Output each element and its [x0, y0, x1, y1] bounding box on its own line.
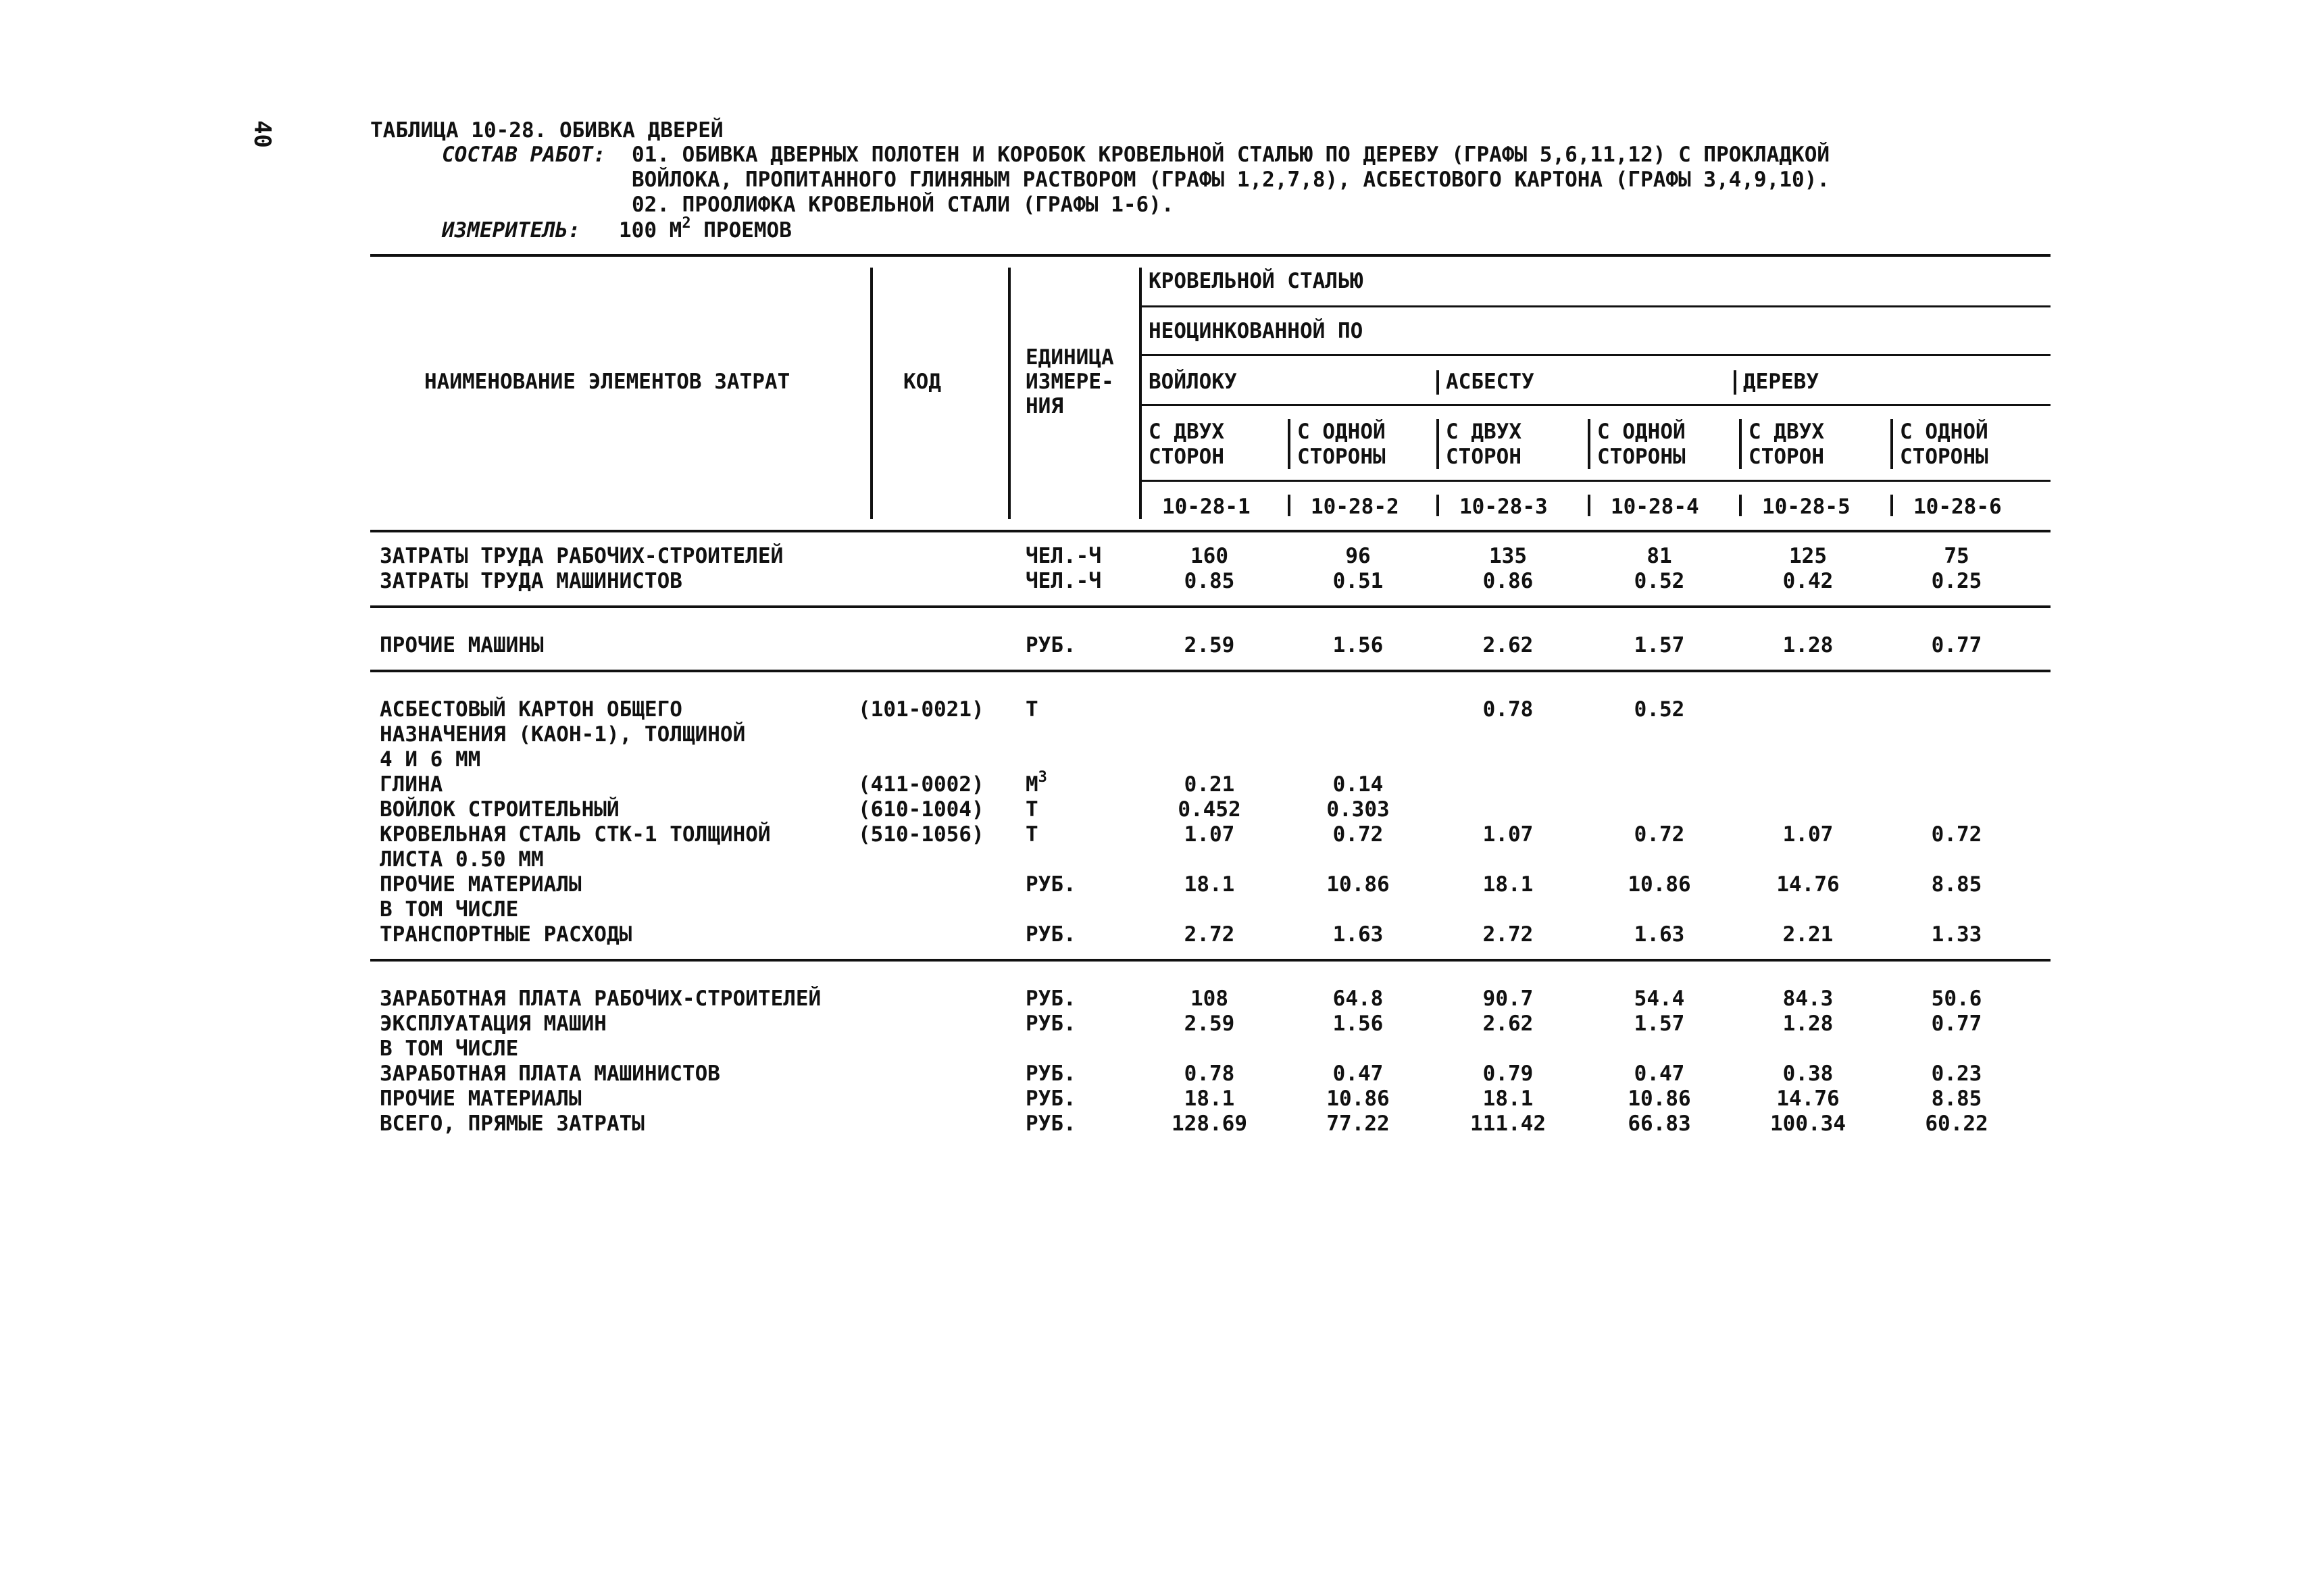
- row-value: 111.42: [1470, 1112, 1546, 1136]
- header-code-divider: [1288, 495, 1290, 516]
- header-group-neocink: НЕОЦИНКОВАННОЙ ПО: [1149, 319, 1363, 343]
- header-sub-divider: [1734, 370, 1736, 395]
- row-value: 81: [1646, 544, 1672, 568]
- row-value: 1.07: [1482, 822, 1534, 847]
- column-code: 10-28-2: [1311, 495, 1399, 519]
- work-line-2: ВОЙЛОКА, ПРОПИТАННОГО ГЛИНЯНЫМ РАСТВОРОМ (ГРАФЫ 1,2,7,8), АСБЕСТОВОГО КАРТОНА (ГРАФЫ 3,4,9,10).: [632, 168, 1830, 192]
- column-code: 10-28-5: [1762, 495, 1851, 519]
- row-value: 160: [1190, 544, 1228, 568]
- row-value: 0.86: [1482, 569, 1534, 593]
- row-value: 10.86: [1326, 872, 1390, 897]
- meter-label: ИЗМЕРИТЕЛЬ:: [442, 218, 581, 243]
- row-value: 90.7: [1482, 987, 1534, 1011]
- row-value: 1.63: [1332, 922, 1384, 947]
- row-value: 14.76: [1776, 872, 1840, 897]
- header-name-col: НАИМЕНОВАНИЕ ЭЛЕМЕНТОВ ЗАТРАТ: [424, 370, 790, 394]
- row-value: 1.33: [1931, 922, 1982, 947]
- row-value: 8.85: [1931, 1087, 1982, 1111]
- header-code-divider: [1739, 495, 1742, 516]
- row-unit: РУБ.: [1026, 872, 1076, 897]
- row-value: 2.59: [1184, 1012, 1235, 1036]
- row-value: 10.86: [1326, 1087, 1390, 1111]
- work-label: СОСТАВ РАБОТ:: [442, 143, 606, 167]
- row-name: ЗАРАБОТНАЯ ПЛАТА МАШИНИСТОВ: [380, 1062, 720, 1086]
- row-value: 2.72: [1482, 922, 1534, 947]
- header-unit-col: ИЗМЕРЕ-: [1026, 370, 1114, 394]
- row-value: 0.38: [1782, 1062, 1834, 1086]
- row-name: ВСЕГО, ПРЯМЫЕ ЗАТРАТЫ: [380, 1112, 645, 1136]
- row-name: КРОВЕЛЬНАЯ СТАЛЬ СТК-1 ТОЛЩИНОЙ: [380, 822, 771, 847]
- row-value: 0.72: [1931, 822, 1982, 847]
- column-code: 10-28-4: [1611, 495, 1699, 519]
- section-rule: [370, 670, 2051, 672]
- row-value: 0.52: [1634, 697, 1685, 722]
- row-name: В ТОМ ЧИСЛЕ: [380, 1037, 519, 1061]
- header-sub-1: АСБЕСТУ: [1446, 370, 1534, 394]
- row-value: 0.303: [1326, 797, 1390, 822]
- header-side-label: С ДВУХ: [1446, 420, 1521, 444]
- row-value: 2.62: [1482, 633, 1534, 657]
- row-value: 0.79: [1482, 1062, 1534, 1086]
- header-sub-0: ВОЙЛОКУ: [1149, 370, 1237, 394]
- header-code-divider: [1588, 495, 1590, 516]
- work-line-3: 02. ПРООЛИФКА КРОВЕЛЬНОЙ СТАЛИ (ГРАФЫ 1-6).: [632, 193, 1174, 217]
- row-value: 0.47: [1332, 1062, 1384, 1086]
- header-side-label: С ОДНОЙ: [1297, 420, 1386, 444]
- row-name: ЭКСПЛУАТАЦИЯ МАШИН: [380, 1012, 607, 1036]
- row-value: 135: [1489, 544, 1527, 568]
- column-code: 10-28-3: [1459, 495, 1548, 519]
- row-unit: РУБ.: [1026, 1112, 1076, 1136]
- header-side-label: С ОДНОЙ: [1597, 420, 1686, 444]
- row-value: 96: [1345, 544, 1371, 568]
- row-code: (510-1056): [858, 822, 984, 847]
- column-code: 10-28-6: [1913, 495, 2002, 519]
- row-value: 1.57: [1634, 1012, 1685, 1036]
- row-value: 0.47: [1634, 1062, 1685, 1086]
- header-sub-divider: [1436, 370, 1439, 395]
- row-unit: ЧЕЛ.-Ч: [1026, 544, 1101, 568]
- header-code-divider: [1890, 495, 1893, 516]
- row-value: 84.3: [1782, 987, 1834, 1011]
- row-value: 0.42: [1782, 569, 1834, 593]
- row-value: 1.28: [1782, 633, 1834, 657]
- header-code-col: КОД: [903, 370, 941, 394]
- row-value: 1.07: [1184, 822, 1235, 847]
- header-rule-sub: [1139, 404, 2051, 406]
- section-rule: [370, 530, 2051, 532]
- row-value: 0.25: [1931, 569, 1982, 593]
- row-unit: РУБ.: [1026, 922, 1076, 947]
- header-sub-2: ДЕРЕВУ: [1743, 370, 1819, 394]
- row-name: В ТОМ ЧИСЛЕ: [380, 897, 519, 922]
- header-side-label: СТОРОН: [1149, 445, 1224, 469]
- header-divider-2: [1008, 268, 1011, 519]
- table-title: ТАБЛИЦА 10-28. ОБИВКА ДВЕРЕЙ: [370, 118, 724, 143]
- row-name: ЛИСТА 0.50 ММ: [380, 847, 544, 872]
- row-unit: Т: [1026, 797, 1038, 822]
- header-side-divider: [1890, 419, 1893, 469]
- header-side-label: С ДВУХ: [1749, 420, 1824, 444]
- row-value: 1.07: [1782, 822, 1834, 847]
- row-name: ТРАНСПОРТНЫЕ РАСХОДЫ: [380, 922, 632, 947]
- meter-value: 100 $М^2$ ПРОЕМОВ: [619, 215, 792, 243]
- row-value: 1.57: [1634, 633, 1685, 657]
- row-value: 14.76: [1776, 1087, 1840, 1111]
- row-value: 18.1: [1482, 1087, 1534, 1111]
- row-value: 1.63: [1634, 922, 1685, 947]
- row-value: 0.23: [1931, 1062, 1982, 1086]
- row-value: 0.21: [1184, 772, 1235, 797]
- row-code: (411-0002): [858, 772, 984, 797]
- row-value: 0.85: [1184, 569, 1235, 593]
- header-side-divider: [1288, 419, 1290, 469]
- row-code: (101-0021): [858, 697, 984, 722]
- row-value: 2.62: [1482, 1012, 1534, 1036]
- section-rule: [370, 959, 2051, 962]
- row-name: ВОЙЛОК СТРОИТЕЛЬНЫЙ: [380, 797, 620, 822]
- row-name: ПРОЧИЕ МАТЕРИАЛЫ: [380, 872, 582, 897]
- row-unit: $М^3$: [1026, 769, 1047, 797]
- row-value: 128.69: [1172, 1112, 1247, 1136]
- row-value: 0.14: [1332, 772, 1384, 797]
- page-number: 40: [249, 120, 276, 148]
- row-value: 0.452: [1178, 797, 1241, 822]
- row-value: 0.78: [1184, 1062, 1235, 1086]
- header-side-divider: [1739, 419, 1742, 469]
- row-name: 4 И 6 ММ: [380, 747, 481, 772]
- row-unit: ЧЕЛ.-Ч: [1026, 569, 1101, 593]
- row-value: 1.56: [1332, 633, 1384, 657]
- row-name: ПРОЧИЕ МАШИНЫ: [380, 633, 544, 657]
- header-side-label: СТОРОН: [1749, 445, 1824, 469]
- header-side-divider: [1436, 419, 1439, 469]
- row-value: 10.86: [1628, 872, 1691, 897]
- row-value: 10.86: [1628, 1087, 1691, 1111]
- row-unit: Т: [1026, 697, 1038, 722]
- row-value: 2.21: [1782, 922, 1834, 947]
- row-unit: Т: [1026, 822, 1038, 847]
- row-value: 0.51: [1332, 569, 1384, 593]
- header-side-label: СТОРОН: [1446, 445, 1521, 469]
- row-unit: РУБ.: [1026, 633, 1076, 657]
- work-line-1: 01. ОБИВКА ДВЕРНЫХ ПОЛОТЕН И КОРОБОК КРОВЕЛЬНОЙ СТАЛЬЮ ПО ДЕРЕВУ (ГРАФЫ 5,6,11,12) С ПРОКЛАДКОЙ: [632, 143, 1830, 167]
- header-side-label: СТОРОНЫ: [1597, 445, 1686, 469]
- row-value: 64.8: [1332, 987, 1384, 1011]
- row-unit: РУБ.: [1026, 1087, 1076, 1111]
- row-value: 66.83: [1628, 1112, 1691, 1136]
- table-top-rule: [370, 254, 2051, 257]
- header-side-label: СТОРОНЫ: [1900, 445, 1988, 469]
- header-unit-col: ЕДИНИЦА: [1026, 345, 1114, 370]
- row-value: 108: [1190, 987, 1228, 1011]
- row-name: ЗАРАБОТНАЯ ПЛАТА РАБОЧИХ-СТРОИТЕЛЕЙ: [380, 987, 822, 1011]
- header-side-label: С ОДНОЙ: [1900, 420, 1988, 444]
- row-value: 100.34: [1770, 1112, 1846, 1136]
- header-unit-col: НИЯ: [1026, 394, 1063, 418]
- row-value: 18.1: [1184, 1087, 1235, 1111]
- row-name: АСБЕСТОВЫЙ КАРТОН ОБЩЕГО: [380, 697, 682, 722]
- row-value: 0.72: [1634, 822, 1685, 847]
- row-value: 60.22: [1925, 1112, 1988, 1136]
- row-value: 2.59: [1184, 633, 1235, 657]
- row-unit: РУБ.: [1026, 1012, 1076, 1036]
- header-side-divider: [1588, 419, 1590, 469]
- row-value: 1.56: [1332, 1012, 1384, 1036]
- row-value: 0.52: [1634, 569, 1685, 593]
- header-divider-1: [870, 268, 873, 519]
- row-value: 0.78: [1482, 697, 1534, 722]
- header-rule-group1: [1139, 305, 2051, 307]
- row-value: 77.22: [1326, 1112, 1390, 1136]
- row-name: ЗАТРАТЫ ТРУДА РАБОЧИХ-СТРОИТЕЛЕЙ: [380, 544, 784, 568]
- row-value: 54.4: [1634, 987, 1685, 1011]
- row-name: ЗАТРАТЫ ТРУДА МАШИНИСТОВ: [380, 569, 682, 593]
- row-value: 8.85: [1931, 872, 1982, 897]
- row-value: 75: [1944, 544, 1969, 568]
- row-name: ГЛИНА: [380, 772, 443, 797]
- row-value: 125: [1789, 544, 1827, 568]
- header-rule-sides: [1139, 480, 2051, 482]
- row-unit: РУБ.: [1026, 1062, 1076, 1086]
- row-value: 1.28: [1782, 1012, 1834, 1036]
- row-value: 50.6: [1931, 987, 1982, 1011]
- header-code-divider: [1436, 495, 1439, 516]
- header-side-label: СТОРОНЫ: [1297, 445, 1386, 469]
- section-rule: [370, 605, 2051, 608]
- row-value: 0.77: [1931, 633, 1982, 657]
- row-name: ПРОЧИЕ МАТЕРИАЛЫ: [380, 1087, 582, 1111]
- header-side-label: С ДВУХ: [1149, 420, 1224, 444]
- row-value: 18.1: [1184, 872, 1235, 897]
- header-group-kroveln: КРОВЕЛЬНОЙ СТАЛЬЮ: [1149, 269, 1363, 293]
- row-code: (610-1004): [858, 797, 984, 822]
- column-code: 10-28-1: [1162, 495, 1251, 519]
- row-value: 18.1: [1482, 872, 1534, 897]
- header-rule-group2: [1139, 354, 2051, 356]
- row-name: НАЗНАЧЕНИЯ (КАОН-1), ТОЛЩИНОЙ: [380, 722, 746, 747]
- row-unit: РУБ.: [1026, 987, 1076, 1011]
- row-value: 0.72: [1332, 822, 1384, 847]
- row-value: 2.72: [1184, 922, 1235, 947]
- row-value: 0.77: [1931, 1012, 1982, 1036]
